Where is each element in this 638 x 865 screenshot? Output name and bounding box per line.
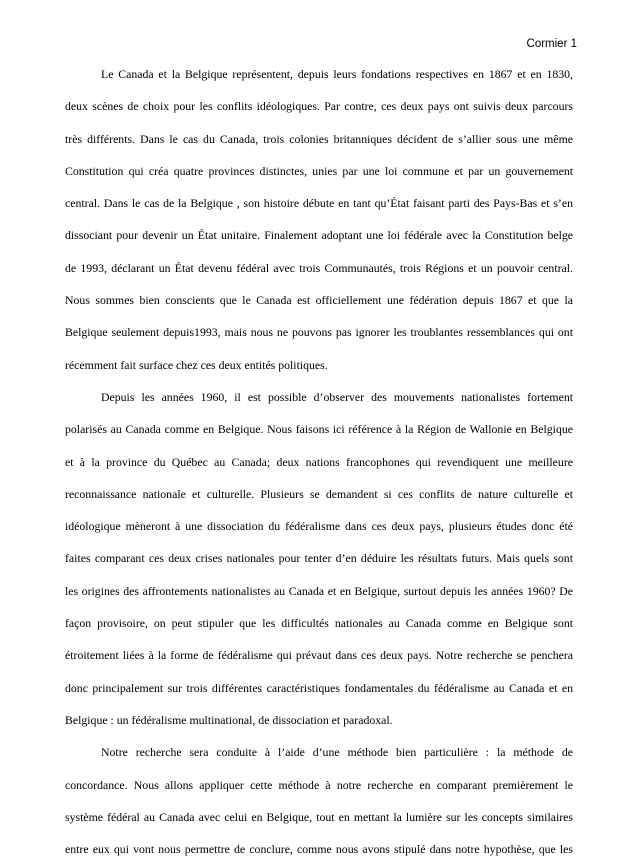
paragraph-1-line-6: dissociant pour devenir un État unitaire. Finalement adoptant une loi fédérale avec la Constitution belge — [65, 228, 573, 243]
paragraph-1-line-3: très différents. Dans le cas du Canada, trois colonies britanniques décident de s’allier sous une même — [65, 131, 573, 146]
paragraph-2-line-1: Depuis les années 1960, il est possible d’observer des mouvements nationalistes fortement — [101, 389, 573, 404]
paragraph-3-line-4: entre eux qui vont nous permettre de conclure, comme nous avons stipulé dans notre hypothèse, que les — [65, 842, 573, 857]
paragraph-1-line-5: central. Dans le cas de la Belgique , son histoire débute en tant qu’État faisant parti des Pays-Bas et s’en — [65, 196, 573, 211]
paragraph-1-line-9: Belgique seulement depuis1993, mais nous ne pouvons pas ignorer les troublantes ressemblances qui ont — [65, 325, 573, 340]
paragraph-2-line-11: Belgique : un fédéralisme multinational, de dissociation et paradoxal. — [65, 712, 393, 727]
paragraph-2-line-6: faites comparant ces deux crises nationales pour tenter d’en déduire les résultats futurs. Mais quels sont — [65, 551, 573, 566]
document-body — [65, 58, 573, 865]
paragraph-2-line-3: et à la province du Québec au Canada; deux nations francophones qui revendiquent une meilleure — [65, 454, 573, 469]
paragraph-3-line-3: système fédéral au Canada avec celui en Belgique, tout en mettant la lumière sur les concepts similaires — [65, 809, 573, 824]
paragraph-2-line-9: étroitement liées à la forme de fédéralisme qui prévaut dans ces deux pays. Notre recherche se penchera — [65, 648, 573, 663]
paragraph-2-line-7: les origines des affrontements nationalistes au Canada et en Belgique, surtout depuis les années 1960? De — [65, 583, 573, 598]
page-header: Cormier 1 — [526, 38, 577, 50]
paragraph-1-line-2: deux scènes de choix pour les conflits idéologiques. Par contre, ces deux pays ont suivis deux parcours — [65, 99, 573, 114]
paragraph-2-line-4: reconnaissance nationale et culturelle. Plusieurs se demandent si ces conflits de nature culturelle et — [65, 486, 573, 501]
paragraph-2-line-10: donc principalement sur trois différentes caractéristiques fondamentales du fédéralisme au Canada et en — [65, 680, 573, 695]
paragraph-1-line-7: de 1993, déclarant un État devenu fédéral avec trois Communautés, trois Régions et un pouvoir central. — [65, 260, 573, 275]
paragraph-1-line-8: Nous sommes bien conscients que le Canada est officiellement une fédération depuis 1867 et que la — [65, 293, 573, 308]
paragraph-1-line-10: récemment fait surface chez ces deux entités politiques. — [65, 357, 328, 372]
paragraph-2-line-2: polarisés au Canada comme en Belgique. Nous faisons ici référence à la Région de Wallonie en Belgique — [65, 422, 573, 437]
paragraph-1-line-4: Constitution qui créa quatre provinces distinctes, unies par une loi commune et par un gouvernement — [65, 163, 573, 178]
paragraph-3-line-1: Notre recherche sera conduite à l’aide d’une méthode bien particulière : la méthode de — [101, 745, 573, 760]
paragraph-2-line-8: façon provisoire, on peut stipuler que les difficultés nationales au Canada comme en Belgique sont — [65, 616, 573, 631]
paragraph-3-line-2: concordance. Nous allons appliquer cette méthode à notre recherche en comparant premièrement le — [65, 777, 573, 792]
paragraph-2-line-5: idéologique mèneront à une dissociation du fédéralisme dans ces deux pays, plusieurs études donc été — [65, 519, 573, 534]
paragraph-1-line-1: Le Canada et la Belgique représentent, depuis leurs fondations respectives en 1867 et en 1830, — [101, 67, 573, 81]
